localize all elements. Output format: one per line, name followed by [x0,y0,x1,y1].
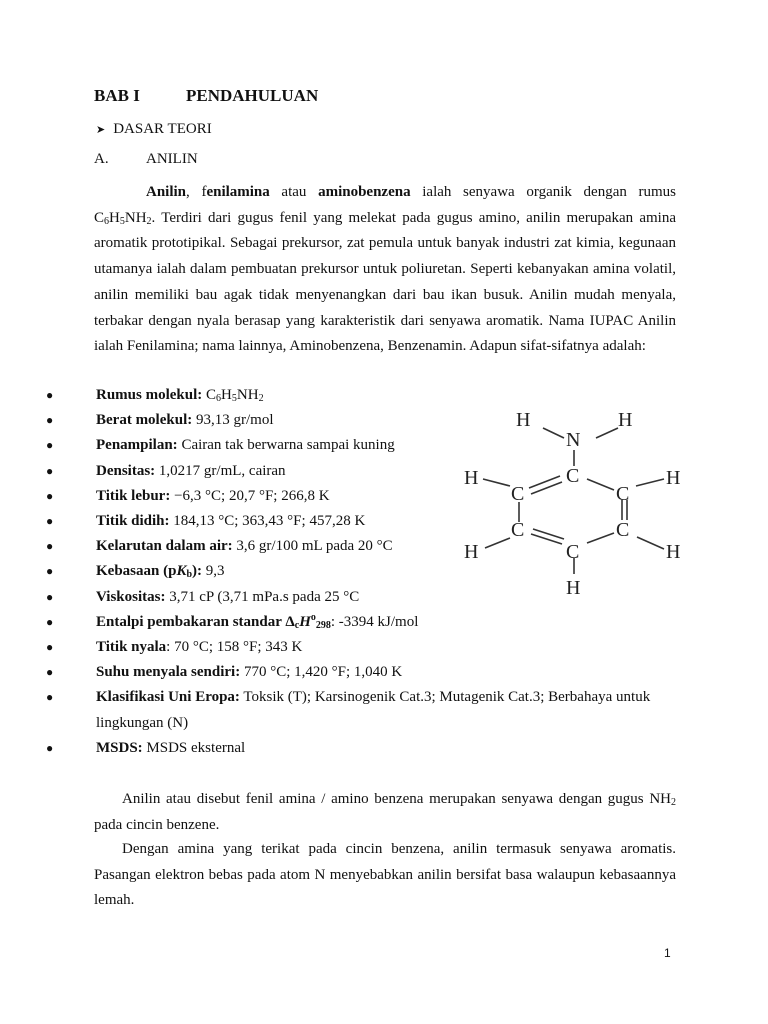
prop-label: Rumus molekul: [96,387,203,403]
prop-label-k: K [176,563,187,580]
bullet-icon: ● [46,614,54,629]
atom-label: H [464,541,479,563]
paragraph-basicity: Dengan amina yang terikat pada cincin benzena, anilin termasuk senyawa aromatis. Pasangan elektron bebas pada atom N menyebabkan anilin bersifat basa walaupun kebasaannya lemah. [94,841,676,909]
paragraph-text: pada cincin benzene. [94,816,220,833]
bond-line [587,479,614,490]
sub-5: 5 [119,215,125,227]
text-f: f [201,184,207,200]
page-number: 1 [664,946,671,960]
paragraph-text: Anilin atau disebut fenil amina / amino benzena merupakan senyawa dengan gugus NH [122,791,671,807]
bond-line [637,537,664,549]
prop-value: NH [236,387,259,403]
prop-value: H [221,387,232,403]
prop-value: 184,13 °C; 363,43 °F; 457,28 K [169,513,366,530]
prop-label: ): [192,563,203,580]
formula-h: H [109,209,120,226]
bullet-icon: ● [46,463,54,478]
subheading-text: DASAR TEORI [113,121,212,137]
term-anilin: Anilin [146,184,187,200]
bullet-icon: ● [46,690,54,705]
prop-value: : -3394 kJ/mol [330,613,419,630]
prop-value: : 70 °C; 158 °F; 343 K [166,639,303,656]
prop-value: C [202,387,217,403]
list-item [0,685,680,735]
prop-label: Densitas: [96,462,156,479]
bond-line [587,533,614,543]
atom-label: C [511,483,525,505]
bullet-icon: ● [46,564,54,579]
prop-label: Berat molekul: [96,412,193,429]
prop-label: MSDS: [96,739,143,756]
bond-line [483,479,510,486]
prop-value: 9,3 [202,563,225,580]
sub: 2 [671,797,676,808]
bullet-icon: ● [46,665,54,680]
sub: 2 [258,393,264,404]
text-atau: atau [269,184,319,200]
prop-value: MSDS eksternal [142,739,246,756]
bullet-icon: ● [46,514,54,529]
intro-text-2: . Terdiri dari gugus fenil yang melekat pada gugus amino, anilin merupakan amina aromatik prototipikal. Sebagai prekursor, zat pemula untuk banyak industri zat kimia, kegunaan utamanya ialah dalam pembuatan prekursor untuk poliuretan. Seperti kebanyakan amina volatil, anilin memiliki bau agak tidak menyenangkan dari bau ikan busuk. Anilin mudah menyala, terbakar dengan nyala berasap yang karakteristik dari senyawa aromatik. Nama IUPAC Anilin ialah Fenilamina; nama lainnya, Aminobenzena, Benzenamin. Adapun sifat-sifatnya adalah: [94,209,676,355]
atom-label: N [566,429,581,451]
bond-line [529,476,560,488]
chapter-heading [94,86,318,106]
prop-value: Toksik (T); Karsinogenik Cat.3; Mutagenik Cat.3; Berbahaya untuk lingkungan (N) [96,689,651,731]
bond-line [531,482,562,494]
bond-line [596,428,618,438]
bullet-icon: ● [46,539,54,554]
prop-label: Kelarutan dalam air: [96,538,233,555]
prop-label: Suhu menyala sendiri: [96,664,241,681]
bullet-icon: ● [46,388,54,402]
atom-label: C [616,483,630,505]
prop-value: 770 °C; 1,420 °F; 1,040 K [240,664,403,681]
atom-label: H [464,467,479,489]
sub: 6 [216,393,222,404]
prop-value: −6,3 °C; 20,7 °F; 266,8 K [170,487,330,504]
prop-label: Viskositas: [96,588,166,605]
prop-value: 3,6 gr/100 mL pada 20 °C [232,538,393,555]
intro-text-1: ialah senyawa organik dengan rumus C [94,184,677,226]
bullet-icon: ● [46,640,54,655]
prop-label: Penampilan: [96,437,178,454]
atom-label: H [566,577,581,599]
bond-line [543,428,564,438]
prop-value: Cairan tak berwarna sampai kuning [177,437,395,454]
sub: b [186,569,193,581]
atom-label: C [566,541,580,563]
intro-paragraph [94,180,676,360]
sub: c [294,619,300,631]
list-item [0,660,680,685]
arrow-bullet-icon: ➤ [96,124,106,136]
atom-label: H [618,409,633,431]
prop-value: 1,0217 gr/mL, cairan [155,462,286,479]
enthalpy-h: H [299,613,311,630]
atom-label: H [516,409,531,431]
prop-value: 93,13 gr/mol [192,412,274,429]
bond-line [636,479,664,486]
bullet-icon: ● [46,488,54,503]
bond-line [531,534,562,544]
prop-label: Entalpi pembakaran standar [96,613,286,630]
list-item [0,635,680,660]
prop-label: Titik didih: [96,513,170,530]
sup: o [310,611,316,623]
section-letter: A. [94,151,109,167]
atom-label: H [666,467,681,489]
aniline-structure-figure [456,402,692,602]
list-item [0,736,680,761]
prop-label: Klasifikasi Uni Eropa: [96,689,240,706]
prop-label: Kebasaan (p [96,563,177,580]
sub-6: 6 [104,215,110,227]
list-item [0,610,680,635]
paragraph-nh2 [94,787,676,838]
bullet-icon: ● [46,740,54,755]
atom-label: H [666,541,681,563]
bond-line [485,538,510,548]
atom-label: C [511,519,525,541]
chapter-title: PENDAHULUAN [186,86,319,105]
bullet-icon: ● [46,438,54,453]
prop-value: 3,71 cP (3,71 mPa.s pada 25 °C [165,588,360,605]
sub-2: 2 [146,215,152,227]
atom-label: C [616,519,630,541]
section-heading [94,151,198,168]
section-title: ANILIN [146,151,198,167]
bullet-icon: ● [46,589,54,604]
bullet-icon: ● [46,413,54,428]
term-aminobenzena: aminobenzena [318,184,411,200]
chapter-number: BAB I [94,86,140,105]
formula-nh: NH [124,209,147,226]
prop-label: Titik lebur: [96,487,171,504]
text-sep: , [186,184,202,200]
prop-label: Titik nyala [96,639,167,656]
sub: 298 [315,619,331,631]
delta-symbol: Δ [285,613,295,630]
bond-line [533,529,564,539]
term-fenilamina: enilamina [206,184,270,200]
sub: 5 [231,393,237,404]
subheading [96,121,212,138]
atom-label: C [566,465,580,487]
